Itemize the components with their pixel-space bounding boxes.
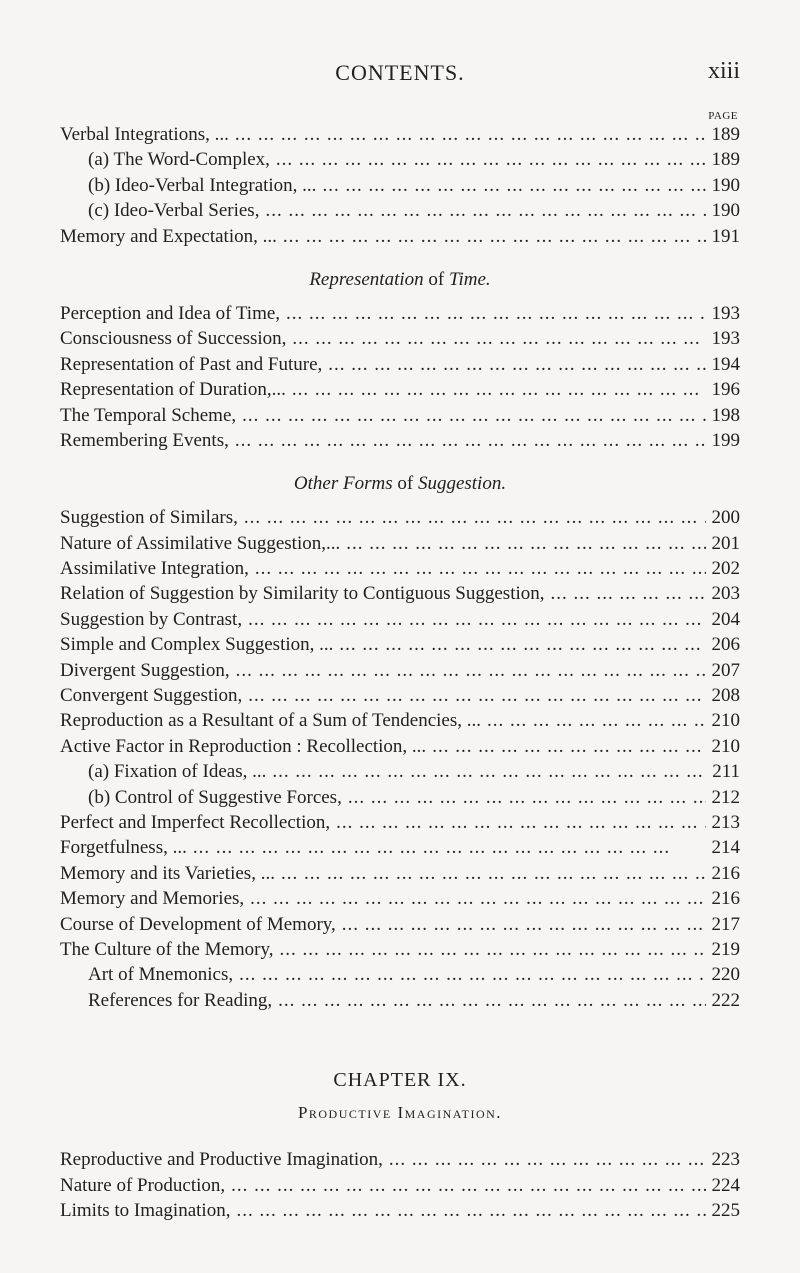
toc-entry-title: Memory and Memories, [60, 888, 245, 910]
toc-entry-page: 208 [711, 685, 740, 707]
toc-entry [60, 1200, 740, 1225]
toc-entry [60, 964, 740, 989]
toc-entry-page: 207 [711, 659, 740, 681]
section-heading-representation-of-time: Representation of Time. [309, 268, 491, 290]
page-header [60, 60, 740, 90]
toc-entry [60, 685, 740, 710]
toc-entry-page: 200 [711, 507, 740, 529]
dot-leader [278, 990, 705, 1012]
toc-entry [60, 226, 740, 251]
toc-entry-page: 198 [711, 404, 740, 426]
toc-entry-title: Assimilative Integration, [60, 558, 249, 580]
toc-entry [60, 507, 740, 532]
dot-leader [432, 736, 705, 758]
toc-entry-title: Verbal Integrations, ... [60, 124, 229, 145]
toc-entry-title: Remembering Events, [60, 429, 229, 451]
toc-entry-page: 225 [711, 1199, 740, 1221]
toc-entry [60, 303, 740, 328]
toc-entry [60, 354, 740, 379]
dot-leader [250, 888, 705, 910]
dot-leader [346, 533, 705, 555]
dot-leader [283, 226, 706, 248]
dot-leader [255, 558, 706, 580]
toc-entry-title: Divergent Suggestion, [60, 659, 230, 681]
dot-leader [231, 1175, 705, 1197]
dot-leader [348, 787, 706, 809]
toc-entry [60, 888, 740, 913]
dot-leader [339, 634, 705, 656]
toc-entry-title: (a) The Word-Complex, [88, 149, 270, 171]
toc-entry-page: 220 [711, 964, 740, 986]
dot-leader [236, 1200, 705, 1222]
page-number: xiii [707, 58, 740, 84]
running-title: CONTENTS. [335, 60, 465, 85]
toc-entry [60, 430, 740, 455]
toc-entry-page: 212 [711, 786, 740, 808]
dot-leader [551, 583, 706, 605]
dot-leader [193, 837, 706, 859]
toc-entry [60, 736, 740, 761]
toc-entry-title: Suggestion of Similars, [60, 507, 238, 529]
toc-entry [60, 1149, 740, 1174]
toc-entry-title: The Culture of the Memory, [60, 938, 274, 960]
dot-leader [286, 303, 705, 325]
toc-entry-title: Nature of Assimilative Suggestion,... [60, 532, 341, 554]
toc-entry [60, 812, 740, 837]
toc-entry-title: (a) Fixation of Ideas, ... [88, 761, 267, 783]
toc-entry [60, 710, 740, 735]
toc-entry [60, 609, 740, 634]
toc-entry-title: Representation of Past and Future, [60, 353, 323, 375]
toc-entry [60, 405, 740, 430]
toc-entry-title: Memory and its Varieties, ... [60, 862, 275, 884]
toc-entry [60, 200, 740, 225]
toc-entry-title: Nature of Production, [60, 1174, 226, 1196]
toc-entry-title: (c) Ideo-Verbal Series, [88, 200, 260, 222]
toc-entry-page: 189 [711, 124, 740, 145]
toc-entry [60, 914, 740, 939]
dot-leader [322, 175, 705, 197]
toc-entry [60, 787, 740, 812]
toc-entry [60, 558, 740, 583]
toc-entry [60, 660, 740, 685]
toc-entry-page: 210 [711, 735, 740, 757]
toc-entry [60, 175, 740, 200]
dot-leader [235, 430, 706, 452]
toc-entry-title: The Temporal Scheme, [60, 404, 237, 426]
dot-leader [292, 379, 706, 401]
toc-entry-page: 214 [711, 837, 740, 859]
toc-group-2 [60, 303, 740, 455]
toc-entry-title: (b) Control of Suggestive Forces, [88, 786, 342, 808]
toc-entry-title: Simple and Complex Suggestion, ... [60, 634, 334, 656]
dot-leader [328, 354, 705, 376]
dot-leader [281, 863, 706, 885]
dot-leader [276, 149, 706, 171]
toc-entry-title: Art of Mnemonics, [88, 964, 234, 986]
toc-entry [60, 583, 740, 608]
toc-group-3 [60, 507, 740, 1015]
toc-entry-title: Representation of Duration,... [60, 379, 286, 401]
toc-entry [60, 761, 740, 786]
toc-entry-page: 189 [711, 149, 740, 171]
toc-entry-title: Perfect and Imperfect Recollection, [60, 811, 331, 833]
toc-entry-page: 203 [711, 583, 740, 605]
toc-entry [60, 863, 740, 888]
dot-leader [280, 939, 706, 961]
toc-entry [60, 837, 740, 862]
toc-entry-title: References for Reading, [88, 989, 273, 1011]
toc-entry-title: Reproduction as a Resultant of a Sum of Tendencies, ... [60, 710, 481, 732]
toc-entry-page: 213 [711, 811, 740, 833]
dot-leader [272, 761, 706, 783]
toc-entry-page: 219 [711, 938, 740, 960]
dot-leader [242, 405, 705, 427]
chapter-heading: CHAPTER IX. [333, 1069, 467, 1092]
section-heading-other-forms-of-suggestion: Other Forms of Suggestion. [293, 473, 507, 495]
toc-entry [60, 1175, 740, 1200]
toc-entry-title: Active Factor in Reproduction : Recollection, ... [60, 735, 427, 757]
toc-entry-title: Suggestion by Contrast, [60, 608, 243, 630]
toc-entry [60, 328, 740, 353]
toc-entry [60, 124, 740, 149]
toc-group-4 [60, 1149, 740, 1225]
dot-leader [265, 200, 705, 222]
toc-entry [60, 990, 740, 1015]
toc-entry-page: 193 [711, 328, 740, 350]
toc-entry-title: Convergent Suggestion, [60, 685, 243, 707]
toc-entry-page: 223 [711, 1149, 740, 1171]
dot-leader [336, 812, 705, 834]
toc-entry-page: 204 [711, 608, 740, 630]
toc-entry-page: 199 [711, 429, 740, 451]
toc-entry-page: 201 [711, 532, 740, 554]
toc-entry-page: 193 [711, 302, 740, 324]
toc-entry-title: Limits to Imagination, [60, 1199, 231, 1221]
dot-leader [248, 609, 705, 631]
toc-entry-page: 224 [711, 1174, 740, 1196]
dot-leader [487, 710, 706, 732]
page-column-label: PAGE [708, 110, 738, 122]
toc-entry-title: Consciousness of Succession, [60, 328, 287, 350]
toc-entry-page: 190 [711, 174, 740, 196]
chapter-subtitle: Productive Imagination. [297, 1103, 503, 1123]
toc-entry-title: Forgetfulness, ... [60, 837, 187, 859]
toc-entry-title: Perception and Idea of Time, [60, 302, 281, 324]
toc-entry [60, 533, 740, 558]
toc-entry-title: Relation of Suggestion by Similarity to Contiguous Suggestion, [60, 583, 545, 605]
toc-entry-title: Memory and Expectation, ... [60, 225, 277, 247]
toc-entry-page: 211 [712, 761, 740, 783]
toc-entry-page: 216 [711, 888, 740, 910]
toc-entry-page: 196 [711, 379, 740, 401]
toc-entry-title: (b) Ideo-Verbal Integration, ... [88, 174, 317, 196]
toc-entry-page: 222 [711, 989, 740, 1011]
toc-entry-page: 190 [711, 200, 740, 222]
toc-entry-page: 206 [711, 634, 740, 656]
toc-entry [60, 634, 740, 659]
dot-leader [235, 124, 706, 146]
dot-leader [236, 660, 706, 682]
toc-entry-page: 191 [711, 225, 740, 247]
toc-entry-page: 210 [711, 710, 740, 732]
toc-entry-page: 194 [711, 353, 740, 375]
toc-entry-page: 216 [711, 862, 740, 884]
toc-entry [60, 149, 740, 174]
toc-content [60, 124, 740, 1225]
toc-entry [60, 939, 740, 964]
dot-leader [389, 1149, 706, 1171]
toc-group-1 [60, 124, 740, 251]
dot-leader [244, 507, 706, 529]
toc-entry-title: Course of Development of Memory, [60, 913, 336, 935]
dot-leader [292, 328, 705, 350]
toc-entry-page: 202 [711, 558, 740, 580]
dot-leader [342, 914, 706, 936]
dot-leader [239, 964, 705, 986]
toc-entry-title: Reproductive and Productive Imagination, [60, 1149, 383, 1171]
toc-entry [60, 379, 740, 404]
dot-leader [248, 685, 705, 707]
toc-entry-page: 217 [711, 913, 740, 935]
